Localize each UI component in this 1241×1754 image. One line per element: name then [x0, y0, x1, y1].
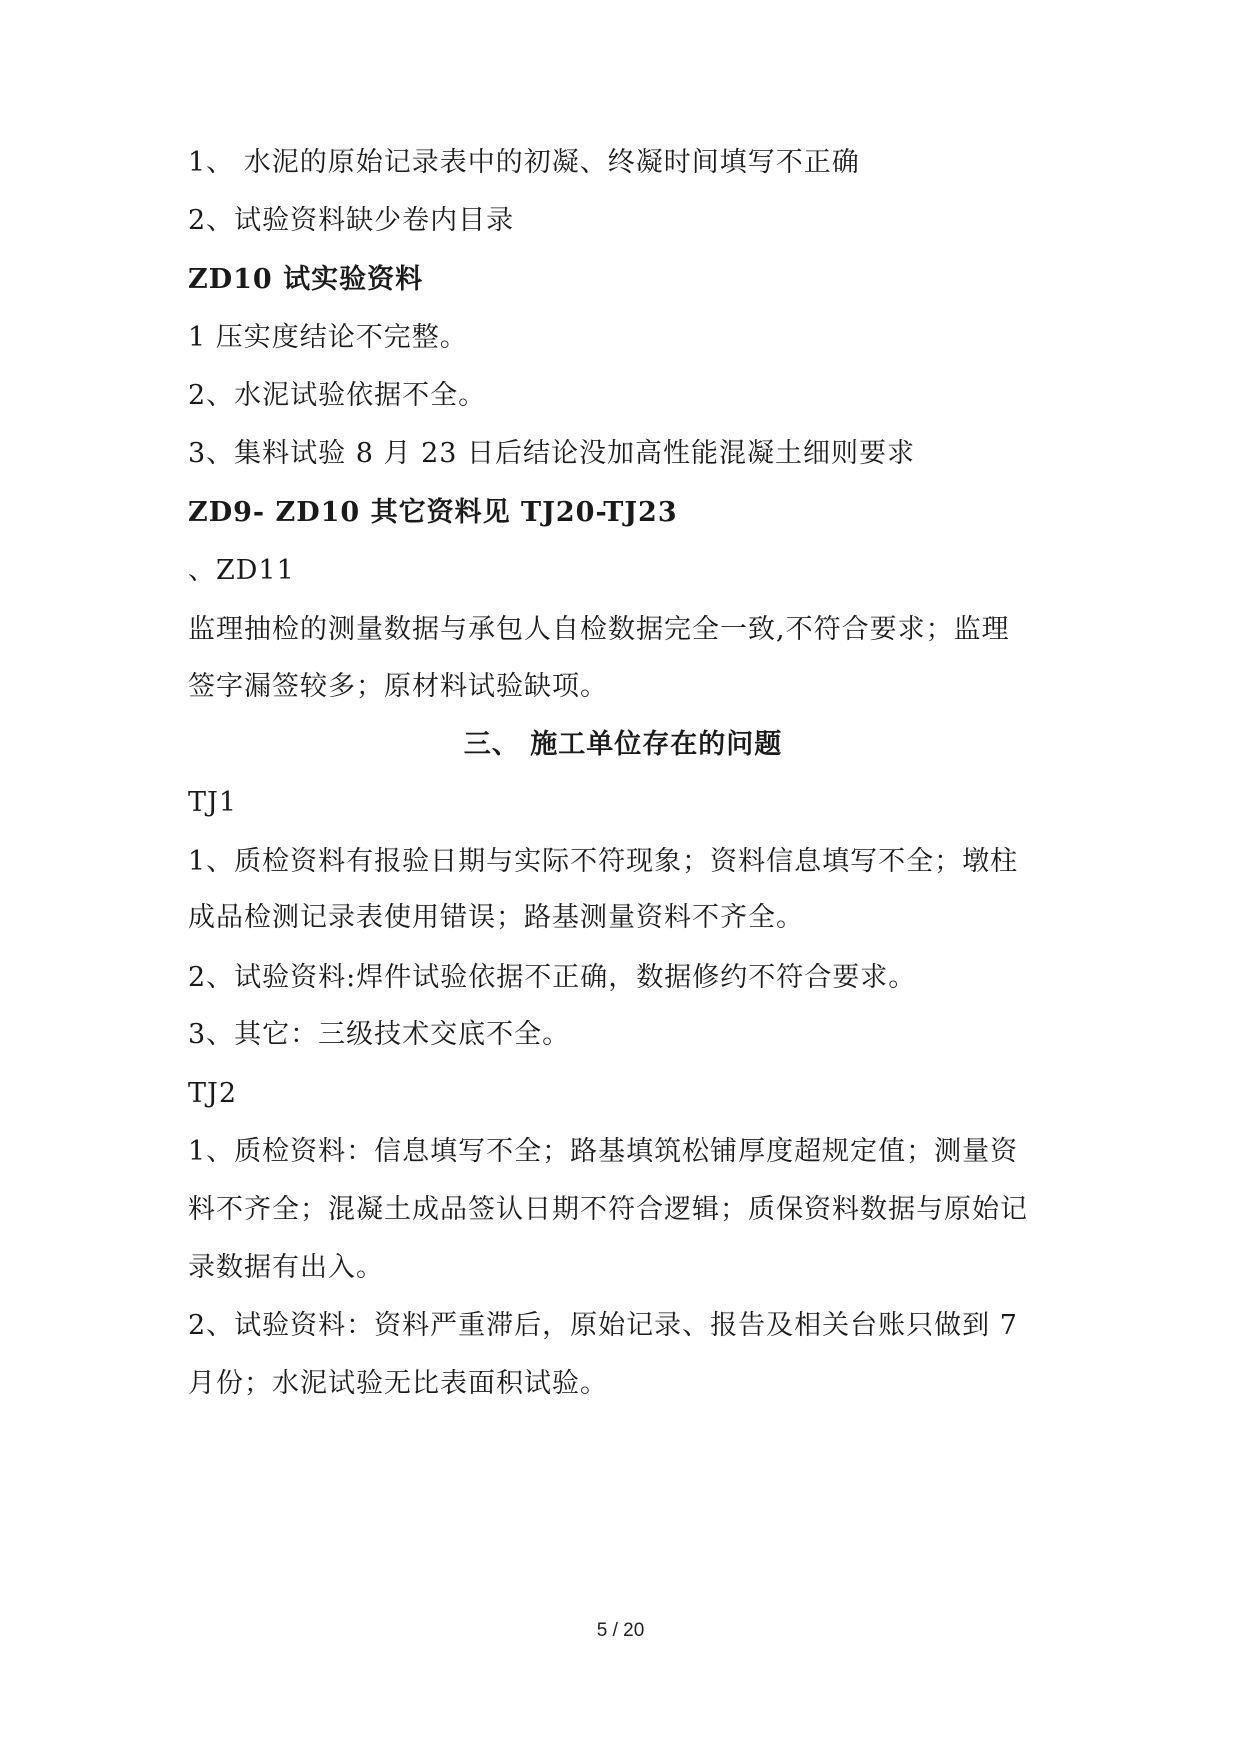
text-line: 料不齐全；混凝土成品签认日期不符合逻辑；质保资料数据与原始记	[188, 1194, 1028, 1225]
text-line: 3、其它：三级技术交底不全。	[188, 1019, 571, 1050]
text-line: 签字漏签较多；原材料试验缺项。	[188, 671, 608, 702]
text-line: 2、试验资料缺少卷内目录	[188, 205, 515, 236]
page-number: 5 / 20	[596, 1620, 645, 1641]
text-line: 1、质检资料有报验日期与实际不符现象；资料信息填写不全；墩柱	[188, 846, 1019, 877]
text-line: 3、集料试验 8 月 23 日后结论没加高性能混凝土细则要求	[188, 438, 916, 469]
text-line: 成品检测记录表使用错误；路基测量资料不齐全。	[188, 902, 804, 933]
text-line: 1、 水泥的原始记录表中的初凝、终凝时间填写不正确	[188, 147, 860, 178]
text-line: 月份；水泥试验无比表面积试验。	[188, 1368, 608, 1399]
subsection-label: TJ1	[188, 787, 238, 818]
text-line: 1、质检资料：信息填写不全；路基填筑松铺厚度超规定值；测量资	[188, 1136, 1019, 1167]
subsection-label: TJ2	[188, 1078, 238, 1109]
text-line: 录数据有出入。	[188, 1252, 384, 1283]
text-line: 、ZD11	[188, 555, 295, 586]
text-line: 监理抽检的测量数据与承包人自检数据完全一致,不符合要求；监理	[188, 614, 1010, 645]
text-line: 2、水泥试验依据不全。	[188, 380, 487, 411]
text-line: 2、试验资料：资料严重滞后，原始记录、报告及相关台账只做到 7	[188, 1310, 1018, 1341]
chapter-heading: 三、 施工单位存在的问题	[463, 729, 783, 760]
section-heading: ZD9- ZD10 其它资料见 TJ20-TJ23	[188, 497, 678, 528]
section-heading: ZD10 试实验资料	[188, 264, 424, 295]
text-line: 1 压实度结论不完整。	[188, 322, 468, 353]
text-line: 2、试验资料:焊件试验依据不正确，数据修约不符合要求。	[188, 962, 917, 993]
